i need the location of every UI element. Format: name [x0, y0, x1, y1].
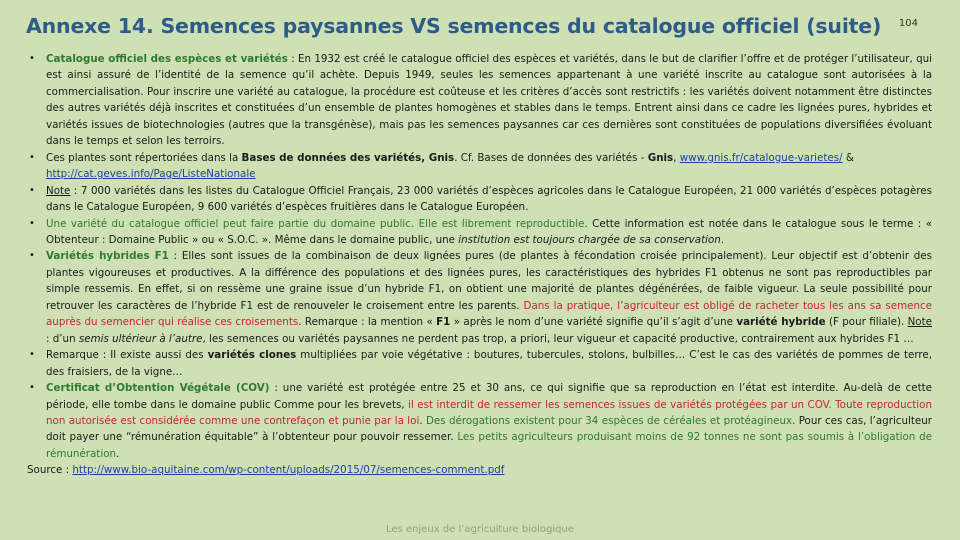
- gnis-link[interactable]: www.gnis.fr/catalogue-varietes/: [679, 151, 843, 164]
- bullet-list: [46, 51, 932, 462]
- list-item: [46, 216, 932, 249]
- italic-text: institution est toujours chargée de sa conservation: [458, 233, 721, 246]
- text-span: . Remarque : la mention «: [298, 316, 437, 329]
- list-item: [46, 183, 932, 216]
- green-text: Les petits agriculteurs produisant moins de 92 tonnes ne sont pas soumis à l’obligation de rémunération: [46, 431, 932, 460]
- text-span: .: [720, 233, 725, 246]
- text-span: , les semences ou variétés paysannes ne perdent pas trop, a priori, leur vigueur et capacité productive, contrairement aux hybrides F1 …: [202, 332, 914, 345]
- catalogue-text: : En 1932 est créé le catalogue officiel des espèces et variétés, dans le but de clarifier l’offre et de protéger l’utilisateur, qui est ainsi assuré de l’identité de la semence qu’il achète. Depuis 1949, seules les semences appartenant à une variété inscrite au catalogue sont autorisées à la commercialisation. Pour inscrire une variété au catalogue, la procédure est coûteuse et les critères d’accès sont restrictifs : les variétés doivent notamment être distinctes des autres variétés déjà inscrites et constituées d’un ensemble de plantes homogènes et stables dans le temps. Entrent ainsi dans ce cadre les lignées pures, hybrides et variétés issues de biotechnologies (autres que la transgénèse), mais pas les semences paysannes car ces dernières sont constituées de populations diversifiées évoluant dans le temps et selon les terroirs.: [46, 53, 932, 148]
- red-text: il est interdit de ressemer les semences issues de variétés protégées par un COV. Toute reproduction non autorisée est considérée comme une contrefaçon et punie par la loi: [46, 398, 932, 427]
- geves-link[interactable]: http://cat.geves.info/Page/ListeNationale: [46, 168, 256, 181]
- page-number: 104: [898, 18, 918, 29]
- bold-text: variétés clones: [207, 349, 297, 362]
- text-span: ,: [673, 151, 680, 164]
- text-span: (F pour filiale).: [825, 316, 908, 329]
- bold-text: variété hybride: [736, 316, 826, 329]
- text-span: .: [419, 414, 426, 427]
- green-text: Des dérogations existent pour 34 espèces de céréales et protéagineux: [425, 414, 793, 427]
- catalogue-heading: Catalogue officiel des espèces et variétés: [46, 53, 288, 65]
- italic-text: semis ultérieur à l’autre: [78, 332, 203, 345]
- bold-text: Gnis: [647, 151, 674, 164]
- note-label: Note: [907, 316, 932, 329]
- cov-heading: Certificat d’Obtention Végétale (COV): [46, 382, 270, 395]
- note-text: : 7 000 variétés dans les listes du Catalogue Officiel Français, 23 000 variétés d’espèces agricoles dans le Catalogue Européen, 21 000 variétés d’espèces potagères dans le Catalogue Européen, 9 600 variétés d’espèces fruitières dans le Catalogue Européen.: [46, 184, 932, 214]
- list-item: [46, 150, 932, 183]
- text-span: : une variété est protégée entre 25 et 30 ans, ce qui signifie que sa reproduction en l’état est interdite. Au-delà de cette période, elle tombe dans le domaine public Comme pour les brevets,: [46, 382, 932, 411]
- list-item: [46, 347, 932, 380]
- list-item: [46, 51, 932, 150]
- text-span: .: [116, 447, 120, 460]
- text-span: multipliées par voie végétative : boutures, tubercules, stolons, bulbilles… C’est le cas des variétés de pommes de terre, des fraisiers, de la vigne…: [46, 349, 932, 378]
- text-span: Ces plantes sont répertoriées dans la: [46, 151, 242, 164]
- source-link[interactable]: http://www.bio-aquitaine.com/wp-content/uploads/2015/07/semences-comment.pdf: [72, 464, 505, 477]
- text-span: . Cette information est notée dans le catalogue sous le terme : « Obtenteur : Domaine Public » ou « S.O.C. ». Même dans le domaine public, une: [46, 217, 932, 246]
- source-label: Source :: [27, 464, 73, 477]
- text-span: : Elles sont issues de la combinaison de deux lignées pures (de plantes à fécondation croisée principalement). Leur objectif est d’obtenir des plantes vigoureuses et productives. A la différence des populations et des lignées pures, les caractéristiques des hybrides F1 obtenus ne sont pas reproductibles par simple ressemis. En effet, si on ressème une graine issue d’un hybride F1, on obtient une majorité de plantes dégénérées, de faible vigueur. La seule possibilité pour retrouver les caractères de l’hybride F1 est de renouveler le croisement entre les parents.: [46, 250, 932, 312]
- bold-text: F1: [436, 316, 451, 329]
- text-span: . Cf. Bases de données des variétés -: [454, 151, 648, 164]
- text-span: : d’un: [46, 332, 79, 345]
- source-line: [27, 462, 932, 478]
- list-item: [46, 380, 932, 462]
- green-text: Une variété du catalogue officiel peut faire partie du domaine public. Elle est librement reproductible: [46, 217, 585, 230]
- bold-text: Bases de données des variétés, Gnis: [241, 151, 455, 164]
- text-span: . Pour ces cas, l’agriculteur doit payer une “rémunération équitable” à l’obtenteur pour pouvoir ressemer.: [46, 414, 932, 444]
- text-span: Remarque : Il existe aussi des: [46, 349, 208, 362]
- text-span: &: [842, 151, 854, 164]
- red-text: Dans la pratique, l’agriculteur est obligé de racheter tous les ans sa semence auprès du semencier qui réalise ces croisements: [46, 299, 933, 329]
- main-content: [27, 51, 933, 479]
- hybrid-heading: Variétés hybrides F1: [46, 250, 169, 263]
- page-title: Annexe 14. Semences paysannes VS semences du catalogue officiel (suite): [26, 14, 882, 38]
- text-span: » après le nom d’une variété signifie qu’il s’agit d’une: [450, 316, 737, 329]
- list-item: [46, 248, 932, 347]
- note-label: Note: [46, 184, 71, 197]
- footer-text: Les enjeux de l’agriculture biologique: [386, 524, 574, 535]
